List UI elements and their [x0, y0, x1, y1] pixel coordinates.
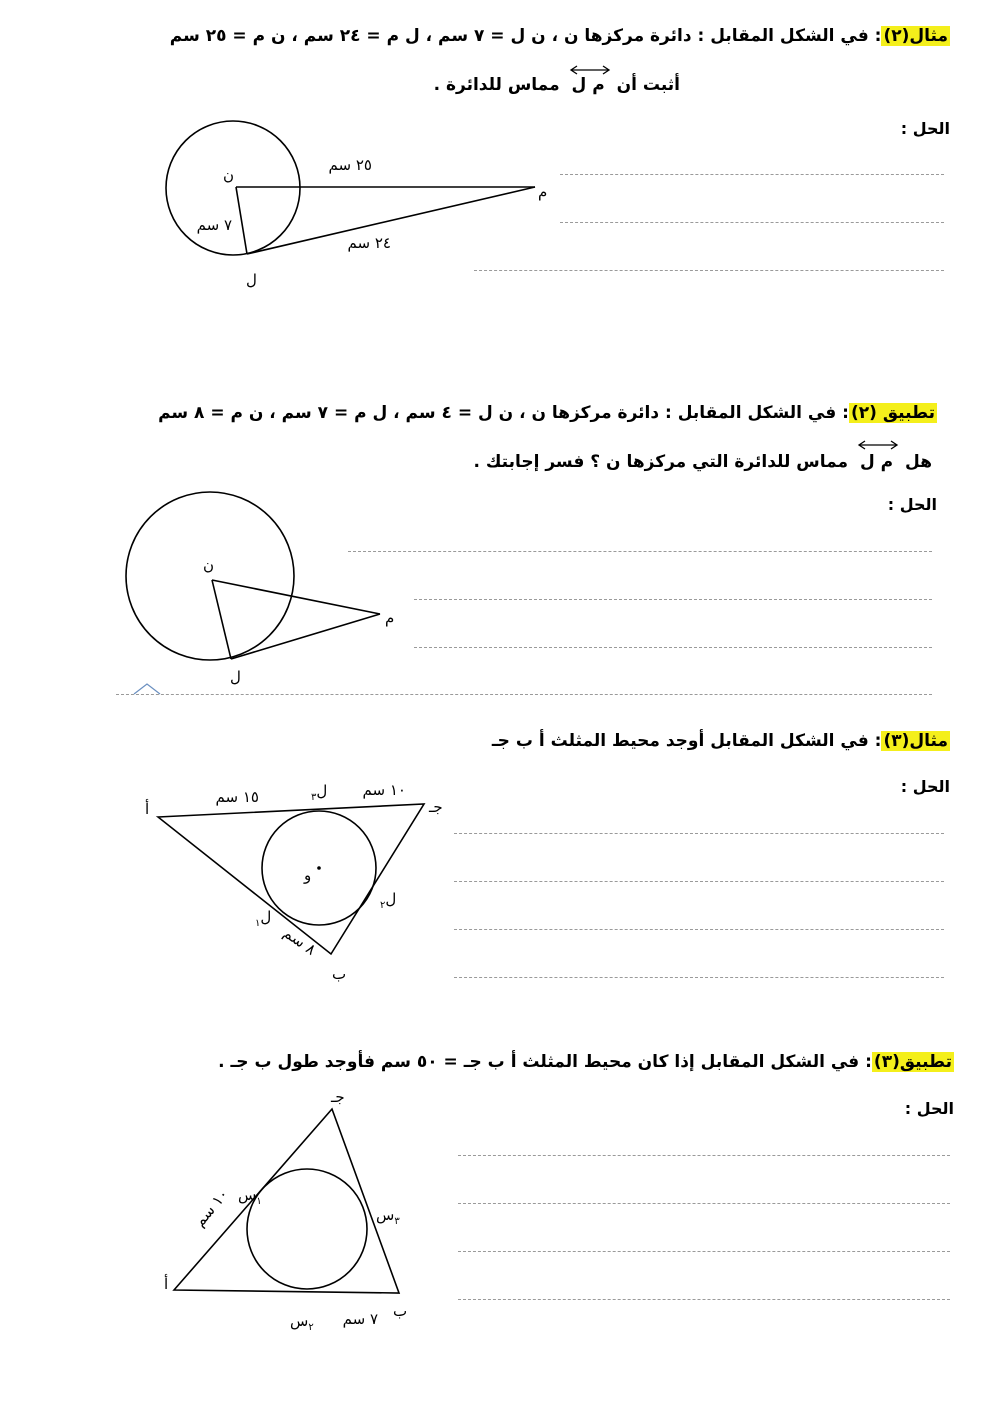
- s3-subscript: ٣: [394, 1216, 400, 1227]
- l2-subscript: ٢: [380, 900, 386, 911]
- label-vertex-c: جـ: [429, 798, 443, 816]
- example-3-solution-label: الحل :: [900, 777, 950, 796]
- l1-subscript: ١: [255, 918, 261, 929]
- label-tangent-point: ل: [246, 271, 257, 289]
- s3-letter: س: [376, 1206, 395, 1224]
- example-3-given: : في الشكل المقابل أوجد محيط المثلث أ ب جـ: [491, 731, 882, 751]
- label-vertex-a: أ: [145, 800, 150, 818]
- application-2-question-prefix: هل: [905, 452, 932, 472]
- s1-subscript: ١: [256, 1196, 262, 1207]
- example-2-solution-label: الحل :: [900, 119, 950, 138]
- application-3-given: : في الشكل المقابل إذا كان محيط المثلث أ ب جـ = ٥٠ سم فأوجد طول ب جـ .: [218, 1052, 872, 1072]
- l2-letter: ل: [385, 890, 397, 908]
- label-nm-length: ٢٥ سم: [328, 156, 372, 174]
- l3-subscript: ٣: [311, 792, 317, 803]
- label-center: ن: [223, 166, 235, 184]
- l3-letter: ل: [316, 782, 328, 800]
- s2-letter: س: [290, 1312, 309, 1330]
- label-s2: [290, 1312, 314, 1333]
- label-center-o: و: [304, 866, 312, 884]
- label-center: ن: [203, 556, 215, 574]
- label-radius-length: ٧ سم: [196, 216, 232, 234]
- label-external: م: [538, 183, 548, 201]
- application-2-label: تطبيق (٢): [850, 403, 935, 423]
- label-vertex-a: أ: [164, 1275, 169, 1293]
- label-b-tangent-length: ٧ سم: [342, 1310, 378, 1328]
- application-2-solution-label: الحل :: [887, 495, 937, 514]
- label-lm-length: ٢٤ سم: [347, 234, 391, 252]
- label-a-tangent-length: ١٥ سم: [215, 788, 259, 806]
- label-vertex-b: ب: [332, 965, 347, 983]
- label-vertex-b: ب: [393, 1302, 408, 1320]
- label-s1: [238, 1186, 262, 1207]
- label-external: م: [385, 609, 395, 627]
- label-vertex-c: جـ: [331, 1088, 345, 1106]
- label-b-tangent-length: ٨ سم: [280, 923, 320, 959]
- example-3-label: مثال(٣): [883, 731, 948, 751]
- example-2-label: مثال(٢): [883, 26, 948, 46]
- example-2-prove-prefix: أثبت أن: [616, 75, 680, 95]
- application-2-segment: م ل: [859, 452, 894, 472]
- application-3-solution-label: الحل :: [904, 1099, 954, 1118]
- example-2-given: : في الشكل المقابل : دائرة مركزها ن ، ن ل = ٧ سم ، ل م = ٢٤ سم ، ن م = ٢٥ سم: [169, 26, 882, 46]
- s2-subscript: ٢: [308, 1322, 314, 1333]
- application-2-question-suffix: مماس للدائرة التي مركزها ن ؟ فسر إجابتك .: [473, 452, 849, 472]
- example-2-prove-suffix: مماس للدائرة .: [433, 75, 560, 95]
- application-2-given: : في الشكل المقابل : دائرة مركزها ن ، ن ل = ٤ سم ، ل م = ٧ سم ، ن م = ٨ سم: [158, 403, 849, 423]
- label-a-tangent-length: ١٠ سم: [190, 1185, 233, 1231]
- s1-letter: س: [238, 1186, 257, 1204]
- incircle: [247, 1169, 367, 1289]
- application-3-label: تطبيق(٣): [873, 1052, 952, 1072]
- l1-letter: ل: [260, 908, 272, 926]
- label-c-tangent-length: ١٠ سم: [362, 781, 406, 799]
- label-s3: [376, 1206, 400, 1227]
- label-tangent-point: ل: [230, 668, 241, 686]
- example-2-segment: م ل: [571, 75, 605, 95]
